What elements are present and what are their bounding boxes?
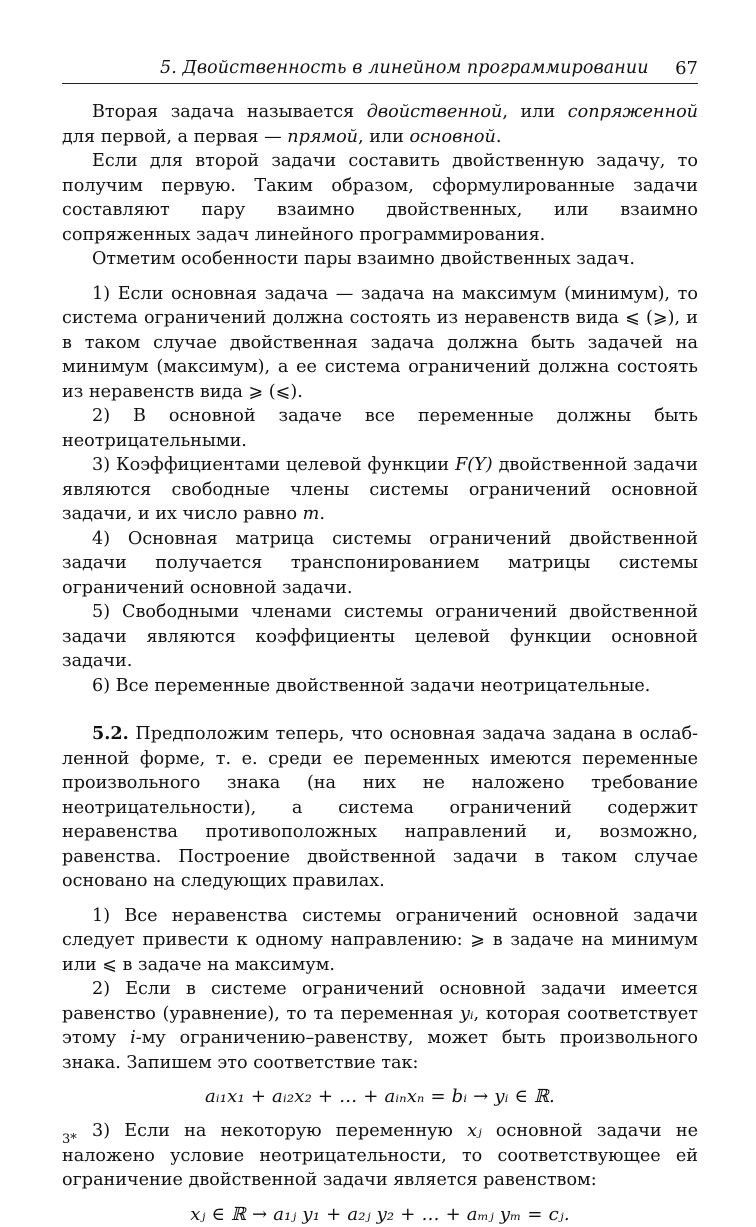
rule-1: 1) Все неравенства системы ограничений основной задачи следует привести к одному направлению: ⩾ в задаче на минимум или ⩽ в задаче на максимум. (62, 905, 698, 975)
section-5-2-paragraph: 5.2. Предположим теперь, что основная задача задана в ослабленной форме, т. е. среди ее переменных имеются переменные произвольного знака (на них не наложено требование неотрицательности), а система ограничений содержит неравенства противоположных направлений и, возможно, равенства. Построение двойственной задачи в таком случае основано на следующих правилах. (62, 723, 698, 891)
feature-4: 4) Основная матрица системы ограничений двойственной задачи получается транспонированием матрицы системы ограничений основной задачи. (62, 528, 698, 598)
page-number: 67 (675, 58, 698, 79)
rule-3: 3) Если на некоторую переменную xⱼ основной задачи не наложено условие неотрицательности, то соответствующее ей ограничение двойственной задачи является равенством: (62, 1121, 698, 1190)
formula-equality-constraint: aᵢ₁x₁ + aᵢ₂x₂ + … + aᵢₙxₙ = bᵢ → yᵢ ∈ ℝ. (205, 1086, 555, 1107)
page-body (62, 100, 698, 1227)
paragraph-dual-pair: Если для второй задачи составить двойственную задачу, то получим первую. Таким образом, сформулированные задачи составляют пару взаимно двойственных, или взаимно сопряженных задач линейного программирования. (62, 151, 698, 245)
feature-6: 6) Все переменные двойственной задачи неотрицательные. (92, 675, 651, 696)
paragraph-features-intro: Отметим особенности пары взаимно двойственных задач. (92, 249, 635, 269)
paragraph-dual-definition: Вторая задача называется двойственной, или сопряженной для первой, а первая — прямой, или основной. (62, 102, 698, 147)
header-title: 5. Двойственность в линейном программировании (160, 58, 649, 78)
section-number: 5.2. (92, 723, 129, 744)
feature-2: 2) В основной задаче все переменные должны быть неотрицательными. (62, 406, 698, 451)
header-rule (62, 83, 698, 84)
running-header (62, 58, 698, 84)
feature-3: 3) Коэффициентами целевой функции F(Y) двойственной задачи являются свободные члены системы ограничений основной задачи, и их число равно m. (62, 455, 698, 524)
feature-1: 1) Если основная задача — задача на максимум (минимум), то система ограничений должна состоять из неравенств вида ⩽ (⩾), и в таком случае двойственная задача должна быть задачей на минимум (максимум), а ее система ограничений должна состоять из неравенств вида ⩾ (⩽). (62, 283, 698, 402)
formula-free-variable: xⱼ ∈ ℝ → a₁ⱼ y₁ + a₂ⱼ y₂ + … + aₘⱼ yₘ = cⱼ. (190, 1203, 570, 1225)
signature-mark: 3* (62, 1132, 77, 1147)
feature-5: 5) Свободными членами системы ограничений двойственной задачи являются коэффициенты целевой функции основной задачи. (62, 602, 698, 671)
rule-2: 2) Если в системе ограничений основной задачи имеется равенство (уравнение), то та переменная yᵢ, которая соответствует этому i-му ограничению–равенству, может быть произвольного знака. Запишем это соответствие так: (62, 979, 698, 1073)
